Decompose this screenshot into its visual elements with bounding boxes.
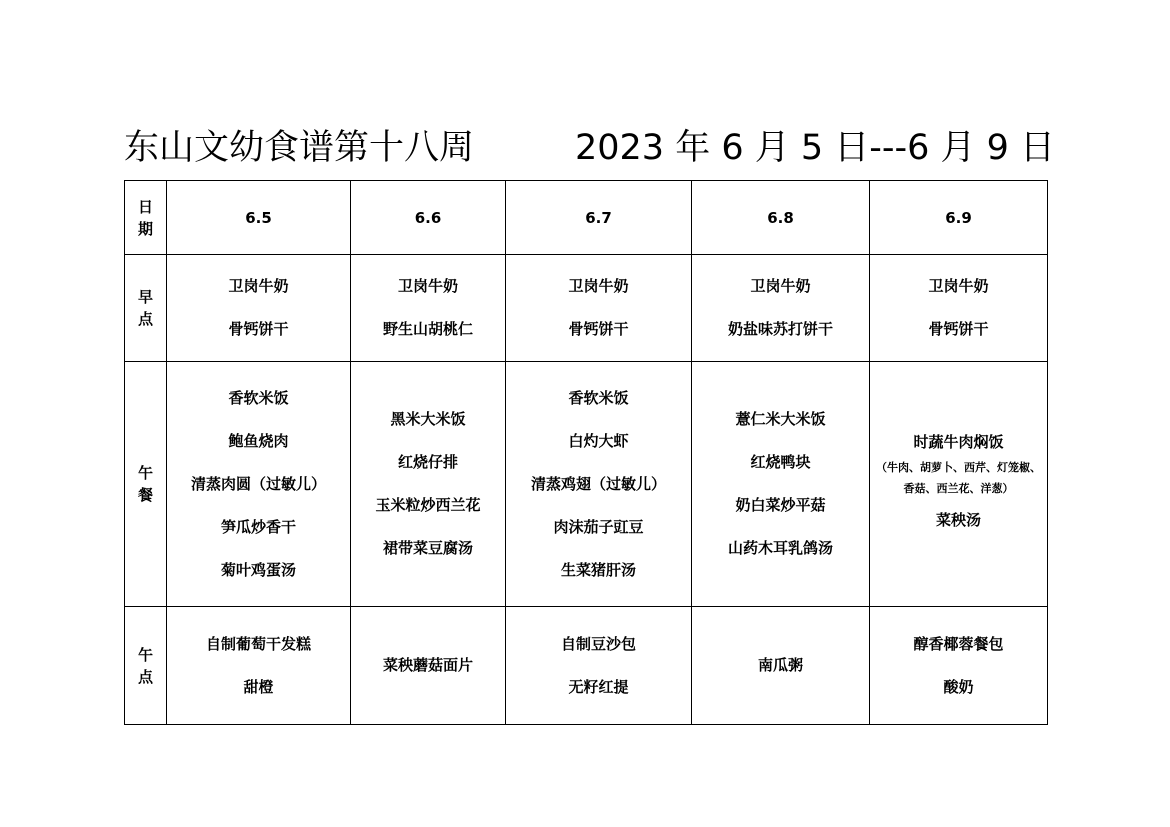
menu-item: 香软米饭 [228, 388, 289, 407]
menu-item: 黑米大米饭 [390, 410, 466, 428]
menu-table [124, 180, 1048, 725]
date-range: 2023 年 6 月 5 日---6 月 9 日 [575, 128, 1056, 168]
row-label-char: 点 [137, 667, 153, 686]
menu-item: 白灼大虾 [568, 431, 629, 450]
lunch-cell [351, 362, 506, 607]
row-label-char: 早 [137, 288, 153, 306]
breakfast-cell [870, 255, 1048, 362]
menu-item: 菜秧汤 [935, 510, 981, 529]
menu-item: 薏仁米大米饭 [735, 410, 826, 428]
menu-item: 玉米粒炒西兰花 [375, 496, 481, 514]
menu-item: 肉沫茄子豇豆 [553, 517, 644, 536]
menu-item: 卫岗牛奶 [228, 277, 289, 295]
row-label-snack [125, 607, 167, 725]
row-label-char: 期 [137, 219, 153, 238]
row-label-char: 午 [137, 645, 153, 664]
menu-item: 鲍鱼烧肉 [228, 431, 289, 450]
menu-item: 时蔬牛肉焖饭 [913, 432, 1004, 451]
menu-item: 酸奶 [943, 677, 974, 696]
date-cell: 6.8 [692, 181, 870, 255]
breakfast-cell [692, 255, 870, 362]
menu-item: 生菜猪肝汤 [560, 560, 636, 579]
lunch-cell [870, 362, 1048, 607]
menu-item: 清蒸肉圆（过敏儿） [190, 474, 326, 493]
menu-item: 无籽红提 [568, 677, 629, 696]
row-label-date [125, 181, 167, 255]
menu-item: 笋瓜炒香干 [220, 517, 296, 536]
date-cell: 6.6 [351, 181, 506, 255]
menu-item: 红烧鸭块 [750, 453, 811, 471]
snack-cell [167, 607, 351, 725]
menu-item: 清蒸鸡翅（过敏儿） [530, 474, 666, 493]
snack-row [125, 607, 1048, 725]
row-label-lunch [125, 362, 167, 607]
menu-title: 东山文幼食谱第十八周 [124, 128, 475, 168]
lunch-cell [167, 362, 351, 607]
lunch-main-group [870, 427, 1047, 499]
menu-item: 裙带菜豆腐汤 [382, 539, 473, 557]
row-label-char: 餐 [137, 486, 153, 504]
lunch-cell [506, 362, 692, 607]
snack-cell [870, 607, 1048, 725]
menu-item: 醇香椰蓉餐包 [913, 634, 1004, 653]
menu-item: 卫岗牛奶 [568, 277, 629, 295]
breakfast-cell [167, 255, 351, 362]
menu-item: 菊叶鸡蛋汤 [220, 560, 296, 579]
menu-item: 甜橙 [243, 677, 274, 696]
menu-item: 香软米饭 [568, 388, 629, 407]
menu-item: 奶盐味苏打饼干 [727, 320, 833, 338]
ingredient-note: （牛肉、胡萝卜、西芹、灯笼椒、香菇、西兰花、洋葱） [876, 460, 1041, 495]
menu-item: 山药木耳乳鸽汤 [727, 539, 833, 557]
row-label-char: 点 [137, 310, 153, 328]
menu-item: 自制葡萄干发糕 [205, 634, 311, 653]
snack-cell [506, 607, 692, 725]
breakfast-cell [351, 255, 506, 362]
menu-item: 野生山胡桃仁 [382, 320, 473, 338]
snack-cell [351, 607, 506, 725]
menu-item: 卫岗牛奶 [928, 277, 989, 295]
breakfast-row [125, 255, 1048, 362]
menu-item: 南瓜粥 [757, 656, 803, 674]
menu-item: 红烧仔排 [397, 453, 458, 471]
date-cell: 6.5 [167, 181, 351, 255]
snack-cell [692, 607, 870, 725]
menu-item: 骨钙饼干 [928, 320, 989, 338]
lunch-cell [692, 362, 870, 607]
row-label-breakfast [125, 255, 167, 362]
row-label-char: 午 [137, 464, 153, 482]
date-cell: 6.9 [870, 181, 1048, 255]
menu-item: 自制豆沙包 [560, 634, 636, 653]
breakfast-cell [506, 255, 692, 362]
page-title [124, 124, 1056, 172]
row-label-char: 日 [137, 197, 153, 216]
menu-item: 卫岗牛奶 [750, 277, 811, 295]
lunch-row [125, 362, 1048, 607]
menu-item: 菜秧蘑菇面片 [382, 656, 473, 674]
menu-item: 骨钙饼干 [568, 320, 629, 338]
date-cell: 6.7 [506, 181, 692, 255]
menu-item: 骨钙饼干 [228, 320, 289, 338]
menu-item: 卫岗牛奶 [397, 277, 458, 295]
date-row [125, 181, 1048, 255]
menu-item: 奶白菜炒平菇 [735, 496, 826, 514]
